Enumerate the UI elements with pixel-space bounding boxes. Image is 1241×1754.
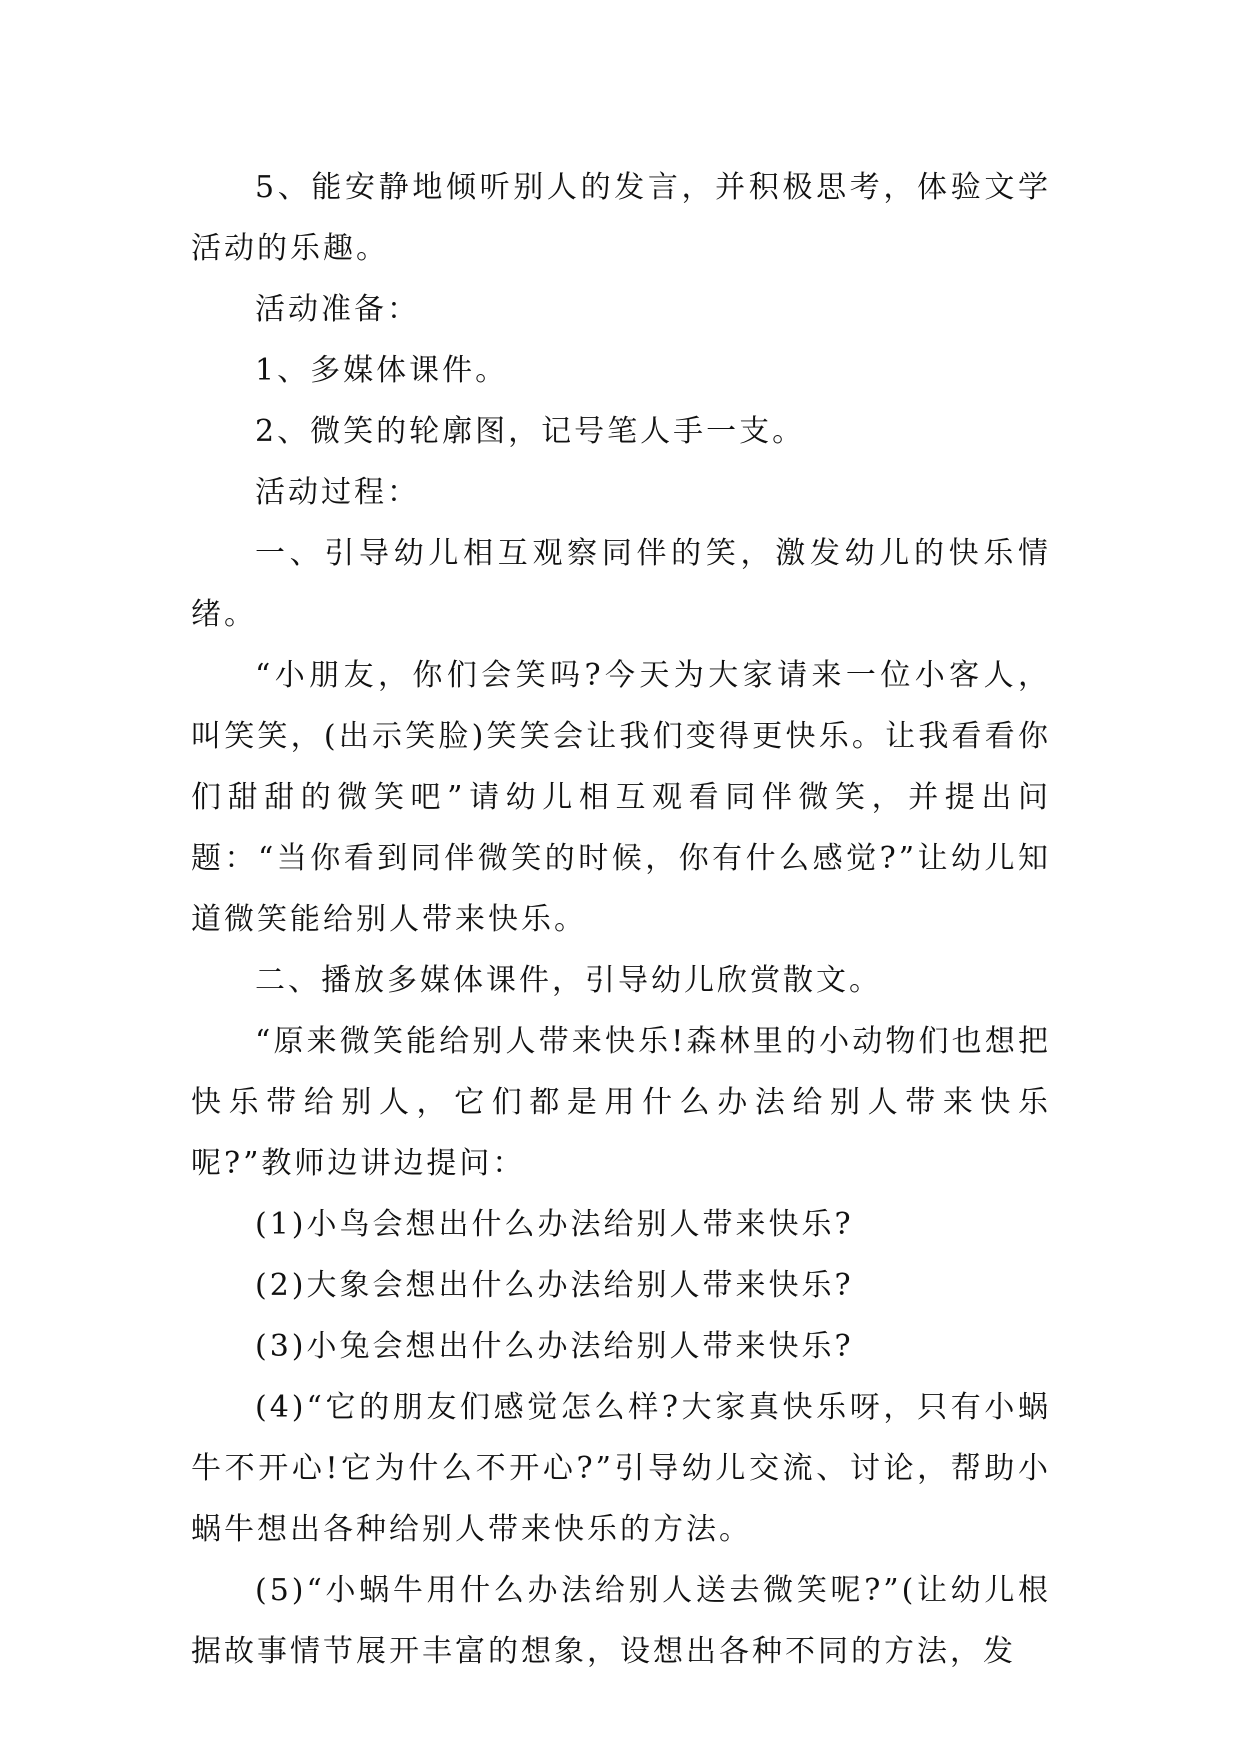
document-body: [191, 157, 1051, 1682]
question-1: (1)小鸟会想出什么办法给别人带来快乐?: [255, 1207, 854, 1242]
question-3: (3)小兔会想出什么办法给别人带来快乐?: [255, 1329, 854, 1364]
question-4: (4)“它的朋友们感觉怎么样?大家真快乐呀，只有小蜗牛不开心!它为什么不开心?”引导幼儿交流、讨论，帮助小蜗牛想出各种给别人带来快乐的方法。: [191, 1390, 1051, 1547]
preparation-item-2: 2、微笑的轮廓图，记号笔人手一支。: [255, 414, 806, 449]
process-step-2-heading: 二、播放多媒体课件，引导幼儿欣赏散文。: [255, 963, 882, 998]
question-2: (2)大象会想出什么办法给别人带来快乐?: [255, 1268, 854, 1303]
process-step-1-text: “小朋友，你们会笑吗?今天为大家请来一位小客人，叫笑笑，(出示笑脸)笑笑会让我们变得更快乐。让我看看你们甜甜的微笑吧”请幼儿相互观看同伴微笑，并提出问题：“当你看到同伴微笑的时候，你有什么感觉?”让幼儿知道微笑能给别人带来快乐。: [191, 658, 1051, 937]
question-5: (5)“小蜗牛用什么办法给别人送去微笑呢?”(让幼儿根据故事情节展开丰富的想象，设想出各种不同的方法，发: [191, 1573, 1051, 1669]
objective-5-paragraph: 5、能安静地倾听别人的发言，并积极思考，体验文学活动的乐趣。: [191, 170, 1051, 266]
process-step-1-heading: 一、引导幼儿相互观察同伴的笑，激发幼儿的快乐情绪。: [191, 536, 1051, 632]
process-heading: 活动过程：: [255, 475, 420, 510]
preparation-item-1: 1、多媒体课件。: [255, 353, 509, 388]
process-step-2-text: “原来微笑能给别人带来快乐!森林里的小动物们也想把快乐带给别人，它们都是用什么办法给别人带来快乐呢?”教师边讲边提问：: [191, 1024, 1051, 1181]
preparation-heading: 活动准备：: [255, 292, 420, 327]
